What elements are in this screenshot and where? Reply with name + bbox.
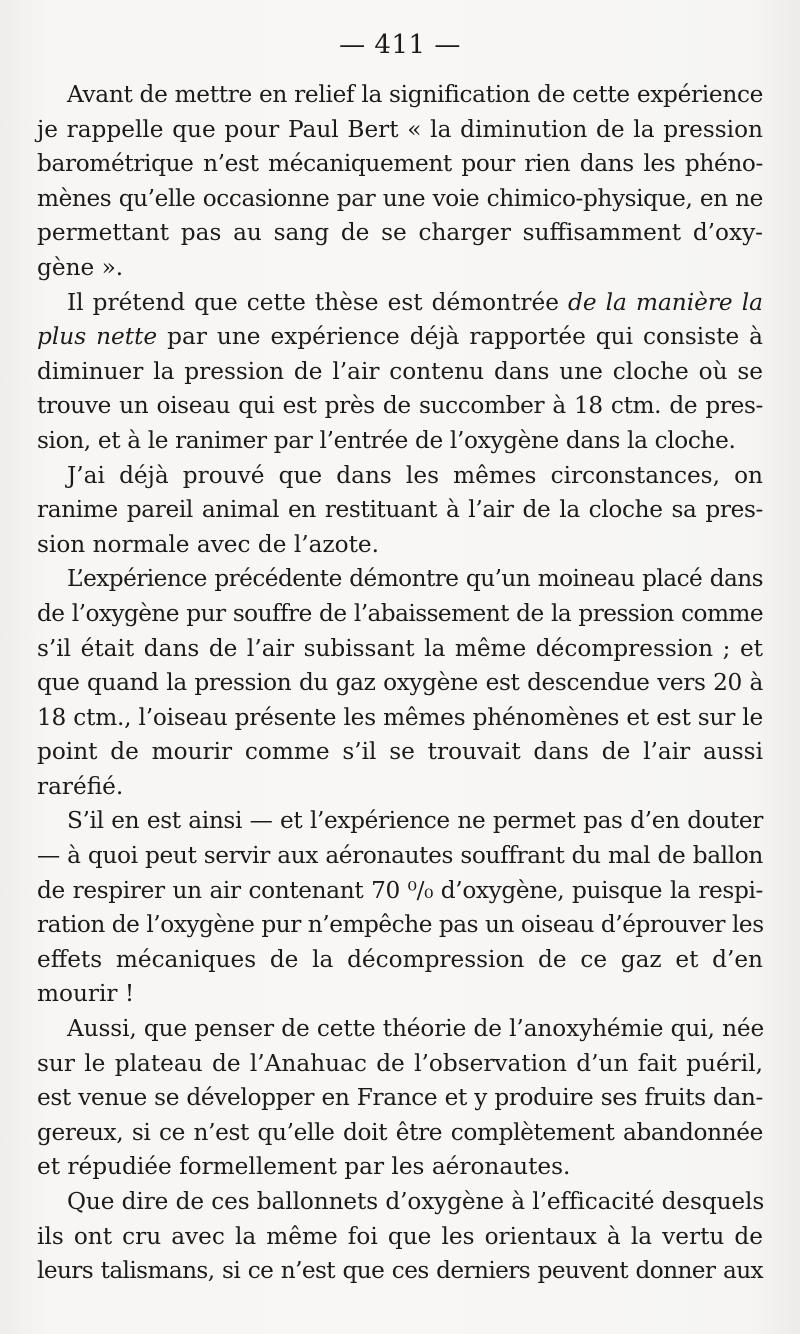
page-number: — 411 — — [339, 30, 461, 60]
text-line: Que dire de ces ballonnets d’oxygène à l’efficacité desquels — [67, 1188, 765, 1215]
text-line: L’expérience précédente démontre qu’un moineau placé dans — [67, 565, 763, 593]
text-line — [37, 286, 763, 321]
text-run: Il prétend que cette thèse est démontrée — [67, 288, 568, 316]
text-line: gène ». — [37, 253, 124, 281]
text-line: que quand la pression du gaz oxygène est descendue vers 20 à — [37, 669, 763, 697]
text-line: et répudiée formellement par les aéronautes. — [37, 1153, 571, 1181]
body-text — [37, 78, 763, 1289]
italic-text-run: plus nette — [37, 323, 158, 351]
text-line: diminuer la pression de l’air contenu dans une cloche où se — [37, 357, 763, 385]
text-line: J’ai déjà prouvé que dans les mêmes circonstances, on — [67, 461, 763, 489]
text-line: S’il en est ainsi — et l’expérience ne permet pas d’en douter — [67, 807, 763, 835]
text-line: ils ont cru avec la même foi que les orientaux à la vertu de — [37, 1222, 763, 1250]
text-line: de respirer un air contenant 70 ⁰/₀ d’oxygène, puisque la respi- — [37, 876, 763, 904]
text-run: par une expérience déjà rapportée qui consiste à — [157, 323, 764, 351]
text-line: 18 ctm., l’oiseau présente les mêmes phénomènes et est sur le — [37, 703, 763, 731]
text-line: leurs talismans, si ce n’est que ces derniers peuvent donner aux — [37, 1257, 763, 1285]
text-line: s’il était dans de l’air subissant la même décompression ; et — [37, 634, 763, 662]
text-line: point de mourir comme s’il se trouvait dans de l’air aussi — [37, 738, 763, 766]
text-line: sur le plateau de l’Anahuac de l’observation d’un fait puéril, — [37, 1049, 763, 1077]
text-line: est venue se développer en France et y produire ses fruits dan- — [37, 1084, 763, 1112]
text-line: de l’oxygène pur souffre de l’abaissement de la pression comme — [37, 599, 763, 627]
text-line: je rappelle que pour Paul Bert « la diminution de la pression — [37, 115, 763, 143]
text-line: gereux, si ce n’est qu’elle doit être complètement abandonnée — [37, 1118, 763, 1146]
text-line: barométrique n’est mécaniquement pour rien dans les phéno- — [37, 150, 763, 178]
text-line: ration de l’oxygène pur n’empêche pas un oiseau d’éprouver les — [37, 911, 764, 939]
text-line: sion, et à le ranimer par l’entrée de l’oxygène dans la cloche. — [37, 426, 736, 454]
text-line: Avant de mettre en relief la signification de cette expérience — [67, 81, 764, 108]
text-line: — à quoi peut servir aux aéronautes souffrant du mal de ballon — [37, 842, 763, 870]
text-line: raréfié. — [37, 772, 124, 800]
text-line — [37, 320, 763, 355]
text-line: mènes qu’elle occasionne par une voie chimico-physique, en ne — [37, 184, 763, 212]
text-line: ranime pareil animal en restituant à l’air de la cloche sa pres- — [37, 496, 763, 524]
text-line: permettant pas au sang de se charger suffisamment d’oxy- — [37, 219, 763, 247]
text-line: trouve un oiseau qui est près de succomber à 18 ctm. de pres- — [37, 392, 763, 420]
text-line: mourir ! — [37, 980, 135, 1008]
italic-text-run: de la manière la — [568, 288, 763, 316]
text-line: sion normale avec de l’azote. — [37, 530, 380, 558]
text-line: effets mécaniques de la décompression de ce gaz et d’en — [37, 945, 763, 973]
text-line: Aussi, que penser de cette théorie de l’anoxyhémie qui, née — [67, 1015, 765, 1043]
